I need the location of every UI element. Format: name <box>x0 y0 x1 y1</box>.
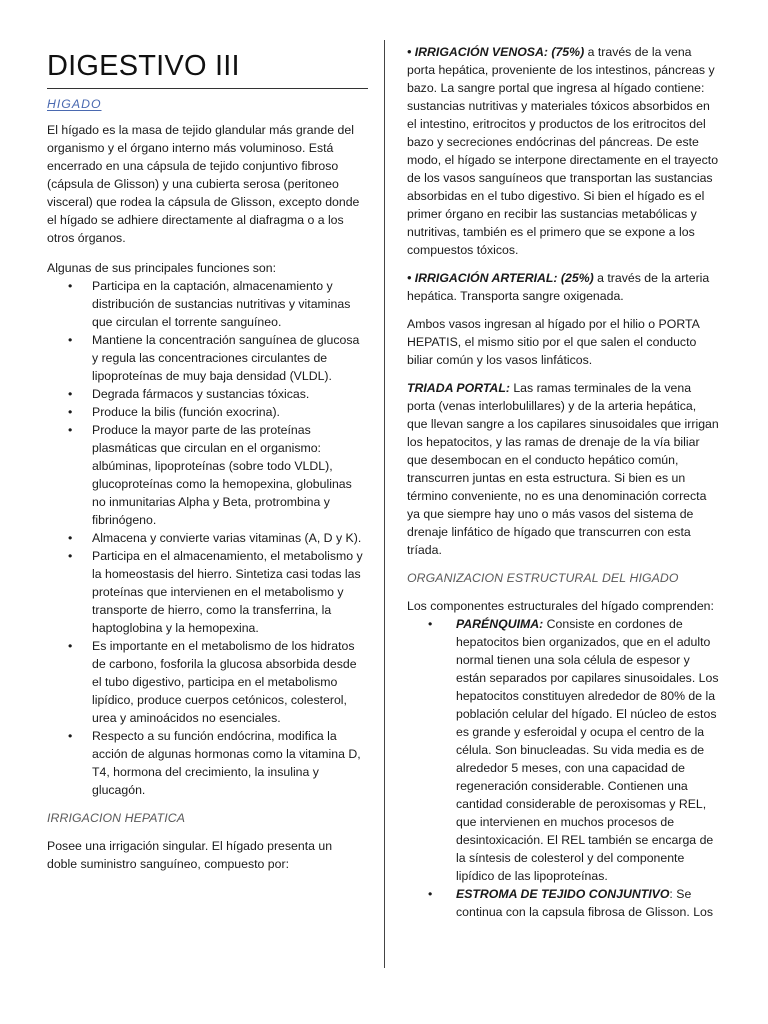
functions-list <box>47 277 365 799</box>
parenquima-text: Consiste en cordones de hepatocitos bien organizados, que en el adulto normal tienen una sola célula de espesor y están separados por capilares sinusoidales. Los hepatocitos constituyen alrededor de 80% de la población celular del hígado. El núcleo de estos es grande y esferoidal y ocupa el centro de la célula. Son binucleadas. Su vida media es de alrededor 5 meses, con una capacidad de regeneración considerable. Contienen una cantidad considerable de peroxisomas y REL, que intervienen en muchos procesos de desintoxicación. El REL también se encarga de la síntesis de colesterol y del componente lipídico de las lipoproteínas. <box>456 617 719 883</box>
section-heading-organizacion: ORGANIZACION ESTRUCTURAL DEL HIGADO <box>407 571 679 585</box>
arterial-paragraph <box>407 269 719 305</box>
estroma-label: ESTROMA DE TEJIDO CONJUNTIVO <box>456 887 670 901</box>
bullet-icon: • <box>68 639 73 653</box>
list-item: • Mantiene la concentración sanguínea de glucosa y regula las concentraciones circulantes de lipoproteínas de muy baja densidad (VLDL). <box>68 333 360 383</box>
bullet-icon: • <box>428 617 433 631</box>
venosa-paragraph <box>407 43 719 259</box>
estroma-text: : Se continua con la capsula fibrosa de Glisson. Los <box>456 887 714 919</box>
column-divider <box>384 40 385 968</box>
arterial-label: • IRRIGACIÓN ARTERIAL: (25%) <box>407 271 594 285</box>
right-column <box>407 43 719 921</box>
triada-label: TRIADA PORTAL: <box>407 381 510 395</box>
list-item: • Produce la mayor parte de las proteínas plasmáticas que circulan en el organismo: albúminas, lipoproteínas (sobre todo VLDL), glucoproteínas como la hemopexina, globulinas no inmunitarias Alpha y Beta, protrombina y fibrinógeno. <box>68 423 352 527</box>
arterial-text: a través de la arteria hepática. Transporta sangre oxigenada. <box>407 271 710 303</box>
parenquima-label: PARÉNQUIMA: <box>456 617 544 631</box>
list-item: • Almacena y convierte varias vitaminas (A, D y K). <box>68 531 362 545</box>
list-item: • Es importante en el metabolismo de los hidratos de carbono, fosforila la glucosa absorbida desde el tubo digestivo, participa en el metabolismo lipídico, produce cuerpos cetónicos, colesterol, urea y aminoácidos no esenciales. <box>68 639 357 725</box>
list-item: • Participa en la captación, almacenamiento y distribución de sustancias nutritivas y vitaminas que circulan el torrente sanguíneo. <box>68 279 351 329</box>
org-intro: Los componentes estructurales del hígado comprenden: <box>407 599 714 613</box>
list-item: • Produce la bilis (función exocrina). <box>68 405 280 419</box>
list-item: • Respecto a su función endócrina, modifica la acción de algunas hormonas como la vitamina D, T4, hormona del crecimiento, la insulina y glucagón. <box>68 729 361 797</box>
section-heading-irrigacion: IRRIGACION HEPATICA <box>47 811 186 825</box>
list-item <box>407 615 719 885</box>
document-title: DIGESTIVO III <box>47 50 240 82</box>
bullet-icon: • <box>68 279 73 293</box>
bullet-icon: • <box>428 887 433 901</box>
hilio-paragraph: Ambos vasos ingresan al hígado por el hilio o PORTA HEPATIS, el mismo sitio por el que salen el conducto biliar común y los vasos linfáticos. <box>407 317 700 367</box>
bullet-icon: • <box>68 549 73 563</box>
intro-paragraph: El hígado es la masa de tejido glandular más grande del organismo y el órgano interno más voluminoso. Está encerrado en una cápsula de tejido conjuntivo fibroso (cápsula de Glisson) y una cubierta serosa (peritoneo visceral) que rodea la cápsula de Glisson, excepto donde el hígado se adhiere directamente al diafragma o a los otros órganos. <box>47 123 360 245</box>
triada-paragraph <box>407 379 719 559</box>
list-item: • Degrada fármacos y sustancias tóxicas. <box>68 387 310 401</box>
bullet-icon: • <box>68 387 73 401</box>
components-list <box>407 615 719 921</box>
bullet-icon: • <box>68 423 73 437</box>
bullet-icon: • <box>68 405 73 419</box>
bullet-icon: • <box>68 729 73 743</box>
list-item <box>407 885 719 921</box>
list-item: • Participa en el almacenamiento, el metabolismo y la homeostasis del hierro. Sintetiza casi todas las proteínas que intervienen en el metabolismo y transporte de hierro, como la transferrina, la haptoglobina y la hemopexina. <box>68 549 363 635</box>
title-underline <box>47 88 368 89</box>
section-heading-higado: HIGADO <box>47 97 102 111</box>
functions-lead: Algunas de sus principales funciones son: <box>47 261 276 275</box>
venosa-label: • IRRIGACIÓN VENOSA: (75%) <box>407 45 585 59</box>
triada-text: Las ramas terminales de la vena porta (venas interlobulillares) y de la arteria hepática, que llevan sangre a los capilares sinusoidales que irrigan los hepatocitos, y las ramas de drenaje de la vía biliar que desembocan en el conducto hepático común, transcurren juntas en esta estructura. Si bien es un término conveniente, no es una denominación correcta ya que siempre hay uno o más vasos del sistema de drenaje linfático de hígado que transcurren con esta tríada. <box>407 381 719 557</box>
irrigation-intro: Posee una irrigación singular. El hígado presenta un doble suministro sanguíneo, compuesto por: <box>47 839 333 871</box>
left-column <box>47 43 365 873</box>
bullet-icon: • <box>68 333 73 347</box>
venosa-text: a través de la vena porta hepática, proveniente de los intestinos, páncreas y bazo. La sangre portal que ingresa al hígado contiene: sustancias nutritivas y materiales tóxicos absorbidos en el intestino, eritrocitos y productos de los eritrocitos del bazo y secreciones endócrinas del páncreas. De este modo, el hígado se interpone directamente en el trayecto de los vasos sanguíneos que transportan las sustancias absorbidas en el tubo digestivo. Si bien el hígado es el primer órgano en recibir las sustancias metabólicas y nutritivas, también es el primero que se expone a los compuestos tóxicos. <box>407 45 719 257</box>
bullet-icon: • <box>68 531 73 545</box>
